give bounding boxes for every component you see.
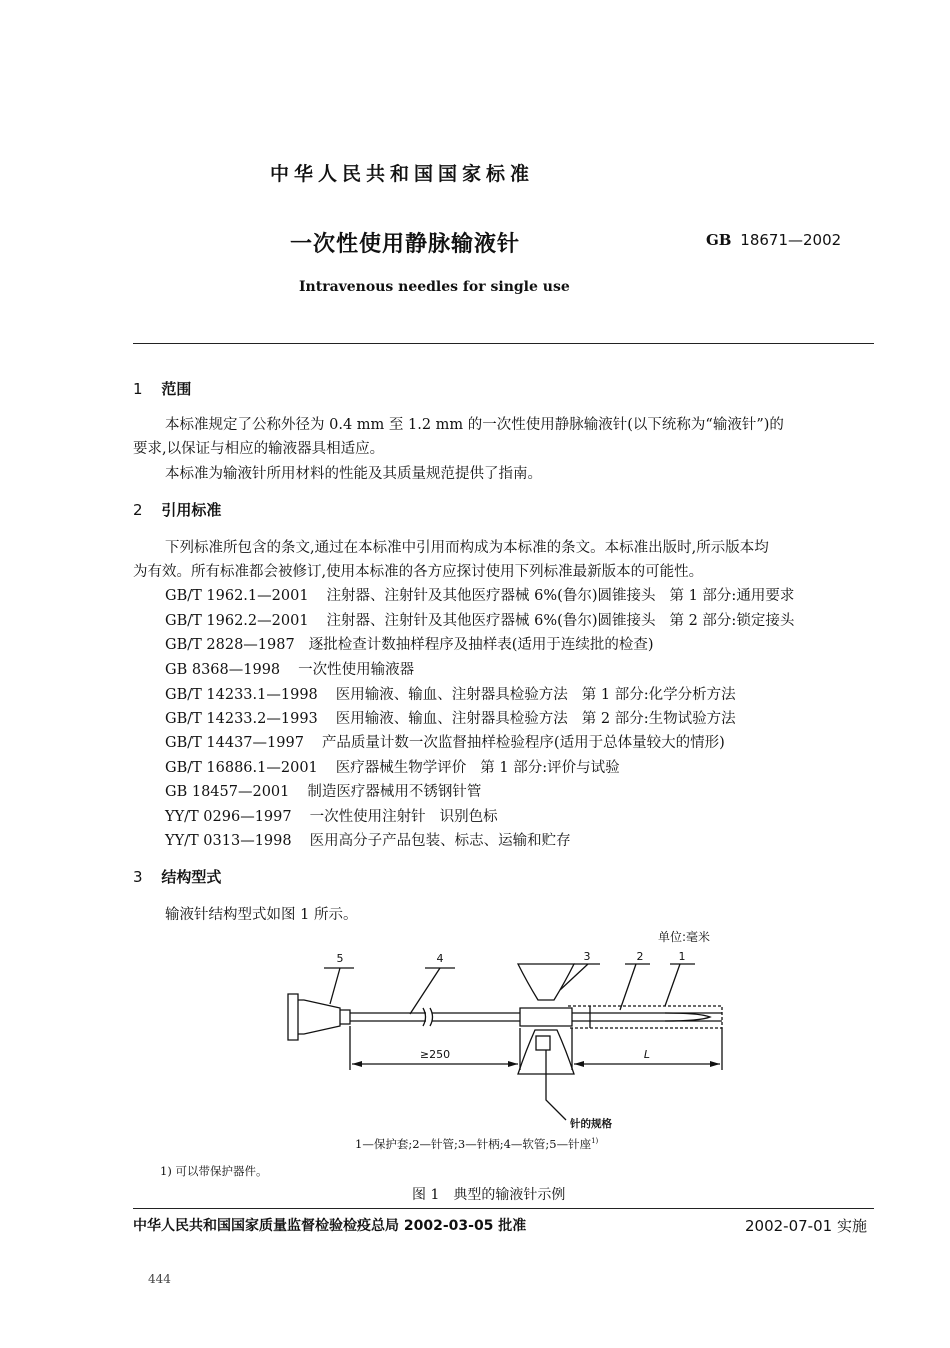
doc-title-en: Intravenous needles for single use xyxy=(299,279,570,295)
wing-hub xyxy=(520,1008,572,1026)
dimension-min-length: ≥250 xyxy=(419,1048,451,1061)
reference-item: GB 18457—2001 制造医疗器械用不锈钢针管 xyxy=(165,784,482,800)
approval-line: 中华人民共和国国家质量监督检验检疫总局 2002-03-05 批准 xyxy=(133,1218,527,1234)
implementation-date: 2002-07-01 实施 xyxy=(745,1217,867,1235)
section-title: 引用标准 xyxy=(161,501,222,519)
section-title: 结构型式 xyxy=(161,868,222,886)
reference-item: YY/T 0313—1998 医用高分子产品包装、标志、运输和贮存 xyxy=(165,833,571,849)
reference-item: GB/T 1962.2—2001 注射器、注射针及其他医疗器械 6%(鲁尔)圆锥接头 第 2 部分:锁定接头 xyxy=(165,613,795,629)
standard-number xyxy=(706,231,841,249)
figure-unit: 单位:毫米 xyxy=(658,930,711,944)
reference-item: GB/T 1962.1—2001 注射器、注射针及其他医疗器械 6%(鲁尔)圆锥接头 第 1 部分:通用要求 xyxy=(165,588,795,604)
standard-code: 18671—2002 xyxy=(740,231,842,249)
part-label: 3 xyxy=(583,950,591,963)
needle-diagram xyxy=(270,950,750,1135)
section-number: 2 xyxy=(133,501,143,519)
wing-upper xyxy=(518,964,574,1000)
needle-hub xyxy=(298,1000,340,1034)
figure-legend: 1—保护套;2—针管;3—针柄;4—软管;5—针座$^{1)}$ xyxy=(355,1137,599,1151)
paragraph: 本标准为输液针所用材料的性能及其质量规范提供了指南。 xyxy=(165,466,542,482)
section-3-heading xyxy=(133,866,221,887)
figure-caption: 图 1 典型的输液针示例 xyxy=(412,1187,566,1203)
protective-sleeve xyxy=(568,1006,722,1028)
reference-item: GB/T 14437—1997 产品质量计数一次监督抽样检验程序(适用于总体量较大的情形) xyxy=(165,735,725,751)
paragraph: 下列标准所包含的条文,通过在本标准中引用而构成为本标准的条文。本标准出版时,所示版本均 xyxy=(165,540,769,556)
needle-spec-label: 针的规格 xyxy=(570,1118,612,1130)
section-number: 3 xyxy=(133,868,143,886)
section-1-heading xyxy=(133,378,191,399)
part-label: 4 xyxy=(436,952,444,965)
standard-prefix: GB xyxy=(706,231,732,249)
gauge-marker xyxy=(536,1036,550,1050)
doc-title-cn: 一次性使用静脉输液针 xyxy=(290,232,521,257)
footer-rule xyxy=(133,1208,874,1209)
section-2-heading xyxy=(133,499,221,520)
legend-footnote-mark: 1) xyxy=(591,1137,599,1146)
org-title: 中华人民共和国国家标准 xyxy=(270,163,535,185)
reference-item: GB 8368—1998 一次性使用输液器 xyxy=(165,662,415,678)
figure-footnote: 1) 可以带保护器件。 xyxy=(160,1164,268,1178)
reference-item: GB/T 14233.1—1998 医用输液、输血、注射器具检验方法 第 1 部分:化学分析方法 xyxy=(165,687,736,703)
part-label: 5 xyxy=(336,952,344,965)
part-label: 2 xyxy=(636,950,644,963)
section-number: 1 xyxy=(133,380,143,398)
dimension-L: L xyxy=(643,1048,651,1061)
page-number: 444 xyxy=(148,1272,171,1286)
paragraph: 本标准规定了公称外径为 0.4 mm 至 1.2 mm 的一次性使用静脉输液针(以下统称为“输液针”)的 xyxy=(165,417,784,433)
paragraph: 要求,以保证与相应的输液器具相适应。 xyxy=(133,441,385,457)
paragraph: 为有效。所有标准都会被修订,使用本标准的各方应探讨使用下列标准最新版本的可能性。 xyxy=(133,564,704,580)
needle-hub-flange xyxy=(288,994,298,1040)
part-label: 1 xyxy=(678,950,686,963)
reference-item: GB/T 14233.2—1993 医用输液、输血、注射器具检验方法 第 2 部分:生物试验方法 xyxy=(165,711,736,727)
reference-item: GB/T 16886.1—2001 医疗器械生物学评价 第 1 部分:评价与试验 xyxy=(165,760,620,776)
reference-item: YY/T 0296—1997 一次性使用注射针 识别色标 xyxy=(165,809,498,825)
paragraph: 输液针结构型式如图 1 所示。 xyxy=(165,907,358,923)
section-title: 范围 xyxy=(161,380,192,398)
header-rule xyxy=(133,343,874,344)
reference-item: GB/T 2828—1987 逐批检查计数抽样程序及抽样表(适用于连续批的检查) xyxy=(165,637,654,653)
